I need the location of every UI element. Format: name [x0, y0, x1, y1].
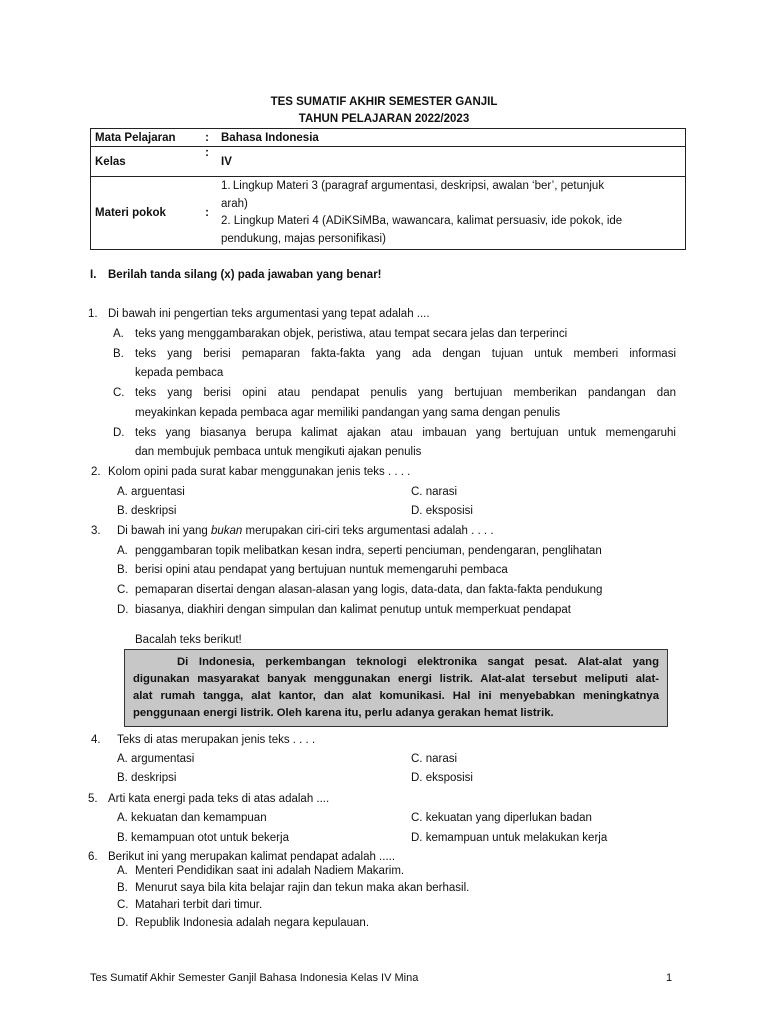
option-letter: B. — [117, 564, 128, 576]
option-d: D. eksposisi — [411, 772, 473, 784]
option-b: B. deskripsi — [117, 772, 177, 784]
option-text-cont: dan membujuk pembaca untuk mengikuti ajakan penulis — [135, 446, 422, 458]
info-value: IV — [217, 147, 686, 177]
question-number: 5. — [88, 793, 98, 805]
option-text: teks yang berisi pemaparan fakta-fakta yang ada dengan tujuan untuk memberi informasi — [135, 348, 676, 360]
info-value: Bahasa Indonesia — [217, 129, 686, 147]
page-number: 1 — [666, 972, 673, 984]
option-letter: C. — [117, 584, 129, 596]
option-text: teks yang menggambarakan objek, peristiwa, atau tempat secara jelas dan terperinci — [135, 328, 568, 340]
option-letter: B. — [113, 348, 124, 360]
option-letter: A. — [117, 545, 128, 557]
question-text: Di bawah ini pengertian teks argumentasi yang tepat adalah .... — [108, 308, 430, 320]
document-subtitle: TAHUN PELAJARAN 2022/2023 — [298, 113, 470, 125]
option-text: teks yang berisi opini atau pendapat penulis yang bertujuan memberikan pandangan dan — [135, 387, 676, 399]
material-line: arah) — [221, 197, 248, 210]
info-label: Mata Pelajaran — [91, 129, 198, 147]
question-number: 3. — [91, 525, 101, 537]
question-text — [117, 524, 494, 538]
option-a: A. arguentasi — [117, 486, 185, 498]
option-d: D. eksposisi — [411, 505, 473, 517]
option-c: C. kekuatan yang diperlukan badan — [411, 812, 592, 824]
option-text: berisi opini atau pendapat yang bertujuan nuntuk memengaruhi pembaca — [135, 564, 508, 576]
option-letter: B. — [117, 882, 128, 894]
option-text: Menteri Pendidikan saat ini adalah Nadiem Makarim. — [135, 865, 405, 877]
section-instruction: Berilah tanda silang (x) pada jawaban yang benar! — [108, 269, 382, 281]
option-letter: A. — [113, 328, 124, 340]
info-colon: : — [197, 129, 217, 147]
option-text: Republik Indonesia adalah negara kepulauan. — [135, 917, 370, 929]
material-line: 1. Lingkup Materi 3 (paragraf argumentasi, deskripsi, awalan ‘ber’, petunjuk — [221, 180, 605, 192]
footer-text: Tes Sumatif Akhir Semester Ganjil Bahasa Indonesia Kelas IV Mina — [90, 972, 419, 984]
question-number: 1. — [88, 308, 98, 320]
info-row-material — [91, 177, 686, 250]
option-text: penggambaran topik melibatkan kesan indra, seperti penciuman, pendengaran, penglihatan — [135, 545, 602, 557]
material-line: 2. Lingkup Materi 4 (ADiKSiMBa, wawancara, kalimat persuasiv, ide pokok, ide — [221, 215, 623, 227]
passage-line: penggunaan energi listrik. Oleh karena itu, perlu adanya gerakan hemat listrik. — [133, 707, 554, 719]
option-letter: C. — [113, 387, 125, 399]
option-c: C. narasi — [411, 753, 458, 765]
question-number: 4. — [91, 734, 101, 746]
passage-line: alat rumah tangga, alat kantor, dan alat komunikasi. Hal ini menyebabkan meningkatnya — [133, 690, 659, 702]
info-colon: : — [197, 147, 217, 177]
option-b: B. deskripsi — [117, 505, 177, 517]
info-row-subject — [91, 129, 686, 147]
info-row-class — [91, 147, 686, 177]
option-letter: D. — [117, 604, 129, 616]
reading-instruction: Bacalah teks berikut! — [135, 634, 242, 646]
question-text-pre: Di bawah ini yang — [117, 525, 211, 537]
option-letter: D. — [117, 917, 129, 929]
info-value-material — [217, 177, 686, 250]
option-b: B. kemampuan otot untuk bekerja — [117, 832, 289, 844]
option-text: Menurut saya bila kita belajar rajin dan tekun maka akan berhasil. — [135, 882, 470, 894]
passage-line: Di Indonesia, perkembangan teknologi elektronika sangat pesat. Alat-alat yang — [177, 656, 659, 668]
document-title: TES SUMATIF AKHIR SEMESTER GANJIL — [270, 96, 498, 108]
info-table — [90, 128, 686, 250]
option-text: pemaparan disertai dengan alasan-alasan yang logis, data-data, dan fakta-fakta pendukung — [135, 584, 603, 596]
info-colon: : — [197, 177, 217, 250]
section-number: I. — [90, 269, 97, 281]
option-text: teks yang biasanya berupa kalimat ajakan atau imbauan yang bertujuan untuk memengaruhi — [135, 427, 676, 439]
option-text: Matahari terbit dari timur. — [135, 899, 263, 911]
option-letter: A. — [117, 865, 128, 877]
material-line: pendukung, majas personifikasi) — [221, 232, 386, 245]
option-letter: C. — [117, 899, 129, 911]
option-a: A. argumentasi — [117, 753, 195, 765]
info-label: Materi pokok — [91, 177, 198, 250]
question-text: Kolom opini pada surat kabar menggunakan jenis teks . . . . — [108, 466, 411, 478]
question-text-emphasis: bukan — [210, 525, 243, 537]
option-text-cont: meyakinkan kepada pembaca agar memiliki pandangan yang sama dengan penulis — [135, 407, 561, 419]
option-text: biasanya, diakhiri dengan simpulan dan kalimat penutup untuk memperkuat pendapat — [135, 604, 572, 616]
question-text-post: merupakan ciri-ciri teks argumentasi adalah . . . . — [242, 525, 494, 537]
question-text: Teks di atas merupakan jenis teks . . . . — [117, 734, 316, 746]
option-c: C. narasi — [411, 486, 458, 498]
info-label: Kelas — [91, 147, 198, 177]
option-a: A. kekuatan dan kemampuan — [117, 812, 267, 824]
question-text: Berikut ini yang merupakan kalimat pendapat adalah ..... — [108, 851, 396, 863]
option-letter: D. — [113, 427, 125, 439]
question-number: 2. — [91, 466, 101, 478]
option-d: D. kemampuan untuk melakukan kerja — [411, 832, 608, 844]
question-number: 6. — [88, 851, 98, 863]
passage-line: digunakan masyarakat banyak menggunakan energi listrik. Alat-alat tersebut meliputi alat- — [133, 673, 659, 685]
option-text-cont: kepada pembaca — [135, 367, 224, 379]
reading-passage-box — [124, 649, 668, 727]
question-text: Arti kata energi pada teks di atas adalah .... — [108, 793, 330, 805]
